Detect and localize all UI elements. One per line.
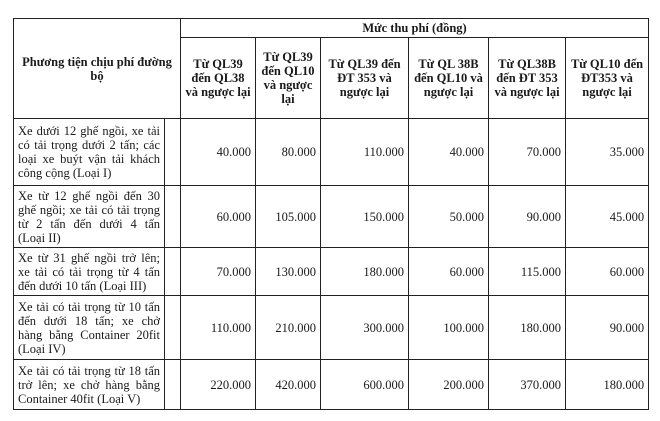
fee-cell: 110.000: [181, 296, 256, 360]
fee-cell: 180.000: [321, 248, 409, 296]
fee-cell: 200.000: [409, 360, 489, 410]
fee-cell: 100.000: [409, 296, 489, 360]
column-header-ql10-dt353: Từ QL10 đến ĐT353 và ngược lại: [566, 38, 649, 119]
vehicle-type-cell: Xe từ 31 ghế ngồi trở lên; xe tải có tải trọng từ 4 tấn đến dưới 10 tấn (Loại III): [14, 248, 165, 296]
fee-cell: 600.000: [321, 360, 409, 410]
column-header-ql38b-ql10: Từ QL 38B đến QL10 và ngược lại: [409, 38, 489, 119]
fee-cell: 40.000: [181, 119, 256, 186]
fee-cell: 35.000: [566, 119, 649, 186]
fee-cell: 105.000: [256, 186, 321, 248]
fee-cell: 370.000: [489, 360, 566, 410]
fee-cell: 180.000: [489, 296, 566, 360]
fee-cell: 70.000: [489, 119, 566, 186]
fee-cell: 150.000: [321, 186, 409, 248]
column-header-ql38b-dt353: Từ QL38B đến ĐT 353 và ngược lại: [489, 38, 566, 119]
vehicle-column-header: Phương tiện chịu phí đường bộ: [14, 19, 181, 119]
spacer-cell: [165, 360, 181, 410]
spacer-cell: [165, 248, 181, 296]
fee-cell: 60.000: [566, 248, 649, 296]
spacer-cell: [165, 186, 181, 248]
column-header-ql39-ql10: Từ QL39 đến QL10 và ngược lại: [256, 38, 321, 119]
fee-cell: 45.000: [566, 186, 649, 248]
table-row: [14, 360, 649, 410]
spacer-cell: [165, 119, 181, 186]
fee-cell: 110.000: [321, 119, 409, 186]
vehicle-type-cell: Xe dưới 12 ghế ngồi, xe tải có tải trọng dưới 2 tấn; các loại xe buýt vận tải khách công cộng (Loại I): [14, 119, 165, 186]
fee-cell: 90.000: [489, 186, 566, 248]
fee-cell: 40.000: [409, 119, 489, 186]
table-row: [14, 119, 649, 186]
fee-cell: 115.000: [489, 248, 566, 296]
fee-group-header: Mức thu phí (đồng): [181, 19, 649, 38]
vehicle-type-cell: Xe từ 12 ghế ngồi đến 30 ghế ngồi; xe tải có tải trọng từ 2 tấn đến dưới 4 tấn (Loại II): [14, 186, 165, 248]
fee-cell: 220.000: [181, 360, 256, 410]
fee-cell: 50.000: [409, 186, 489, 248]
fee-cell: 60.000: [409, 248, 489, 296]
fee-cell: 80.000: [256, 119, 321, 186]
fee-cell: 210.000: [256, 296, 321, 360]
fee-cell: 420.000: [256, 360, 321, 410]
column-header-ql39-dt353: Từ QL39 đến ĐT 353 và ngược lại: [321, 38, 409, 119]
spacer-cell: [165, 296, 181, 360]
fee-cell: 300.000: [321, 296, 409, 360]
column-header-ql39-ql38: Từ QL39 đến QL38 và ngược lại: [181, 38, 256, 119]
fee-cell: 180.000: [566, 360, 649, 410]
toll-fee-table: [13, 18, 649, 410]
vehicle-type-cell: Xe tải có tải trọng từ 10 tấn đến dưới 18 tấn; xe chở hàng bằng Container 20fit (Loại IV): [14, 296, 165, 360]
fee-cell: 70.000: [181, 248, 256, 296]
fee-cell: 130.000: [256, 248, 321, 296]
vehicle-type-cell: Xe tải có tải trọng từ 18 tấn trở lên; xe chở hàng bằng Container 40fit (Loại V): [14, 360, 165, 410]
table-row: [14, 296, 649, 360]
table-row: [14, 186, 649, 248]
fee-cell: 60.000: [181, 186, 256, 248]
fee-cell: 90.000: [566, 296, 649, 360]
table-row: [14, 248, 649, 296]
